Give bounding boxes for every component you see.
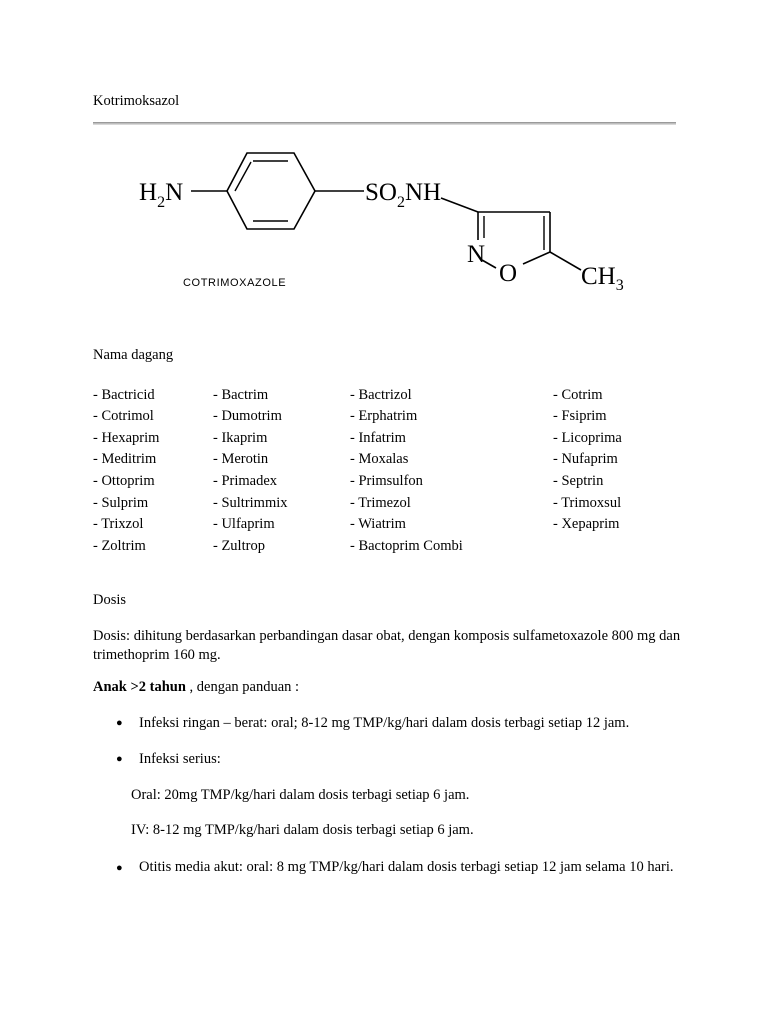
trade-name: - Sultrimmix <box>213 494 288 511</box>
dosage-item-mild: Infeksi ringan – berat: oral; 8-12 mg TMP/kg/hari dalam dosis terbagi setiap 12 jam. <box>139 715 630 731</box>
trade-name: - Merotin <box>213 451 269 468</box>
trade-name: - Zultrop <box>213 537 265 554</box>
trade-name: - Trimezol <box>350 494 411 511</box>
trade-name: - Ikaprim <box>213 429 268 446</box>
bond-methyl <box>550 252 581 270</box>
trade-name: - Primsulfon <box>350 472 423 489</box>
trade-name: - Sulprim <box>93 494 149 511</box>
bullet-icon: ● <box>116 717 123 729</box>
methyl-label: $CH_3$ <box>581 263 624 294</box>
dosage-serious-oral: Oral: 20mg TMP/kg/hari dalam dosis terbagi setiap 6 jam. <box>131 787 470 803</box>
trade-name: - Wiatrim <box>350 516 406 533</box>
dosage-intro: Dosis: dihitung berdasarkan perbandingan dasar obat, dengan komposis sulfametoxazole 800 mg dan trimethoprim 160 mg. <box>93 628 681 663</box>
trade-name <box>553 535 673 557</box>
benzene-ring <box>227 153 315 229</box>
table-row <box>93 470 673 492</box>
trade-name: - Licoprima <box>553 429 622 446</box>
table-row <box>93 406 673 428</box>
bullet-icon: ● <box>116 862 123 874</box>
bullet-icon: ● <box>116 753 123 765</box>
trade-name: - Bactricid <box>93 386 155 403</box>
trade-name: - Cotrimol <box>93 408 154 425</box>
trade-name: - Ottoprim <box>93 472 155 489</box>
trade-name: - Trimoxsul <box>553 494 622 511</box>
table-row <box>93 514 673 536</box>
trade-name: - Primadex <box>213 472 278 489</box>
trade-name: - Bactrim <box>213 386 269 403</box>
trade-name: - Zoltrim <box>93 537 146 554</box>
trade-name: - Dumotrim <box>213 408 282 425</box>
child-dosage-line <box>93 680 299 695</box>
dosage-serious-iv: IV: 8-12 mg TMP/kg/hari dalam dosis terbagi setiap 6 jam. <box>131 822 474 838</box>
trade-name: - Meditrim <box>93 451 157 468</box>
table-row <box>93 384 673 406</box>
trade-name: - Bactrizol <box>350 386 412 403</box>
trade-name: - Hexaprim <box>93 429 160 446</box>
table-row <box>93 449 673 471</box>
sulfonamide-label: $SO_2NH$ <box>365 179 442 211</box>
trade-name: - Ulfaprim <box>213 516 275 533</box>
table-row <box>93 535 673 557</box>
chemical-structure <box>130 140 640 300</box>
dosage-item-otitis: Otitis media akut: oral: 8 mg TMP/kg/hari dalam dosis terbagi setiap 12 jam selama 10 hari. <box>139 859 674 875</box>
structure-caption: COTRIMOXAZOLE <box>183 277 287 289</box>
trade-name: - Bactoprim Combi <box>350 537 463 554</box>
table-row <box>93 427 673 449</box>
child-age-label: Anak >2 tahun <box>93 679 186 695</box>
table-row <box>93 492 673 514</box>
trade-name: - Trixzol <box>93 516 144 533</box>
trade-name: - Erphatrim <box>350 408 418 425</box>
trade-name: - Fsiprim <box>553 408 607 425</box>
document-title: Kotrimoksazol <box>93 93 180 109</box>
trade-name: - Moxalas <box>350 451 409 468</box>
trade-names-table <box>93 384 673 557</box>
trade-name: - Xepaprim <box>553 516 620 533</box>
ring-o-label: O <box>499 260 518 287</box>
trade-names-heading: Nama dagang <box>93 347 174 363</box>
amine-label: $H_2N$ <box>139 179 184 211</box>
child-guidance-text: , dengan panduan : <box>185 679 300 695</box>
horizontal-rule <box>93 122 676 125</box>
trade-name: - Infatrim <box>350 429 406 446</box>
dosage-item-serious: Infeksi serius: <box>139 751 221 767</box>
bond-nh-isoxazole <box>441 198 478 212</box>
dosage-heading: Dosis <box>93 592 127 608</box>
trade-name: - Cotrim <box>553 386 603 403</box>
trade-name: - Septrin <box>553 472 604 489</box>
ring-n-label: N <box>467 241 486 268</box>
trade-name: - Nufaprim <box>553 451 618 468</box>
